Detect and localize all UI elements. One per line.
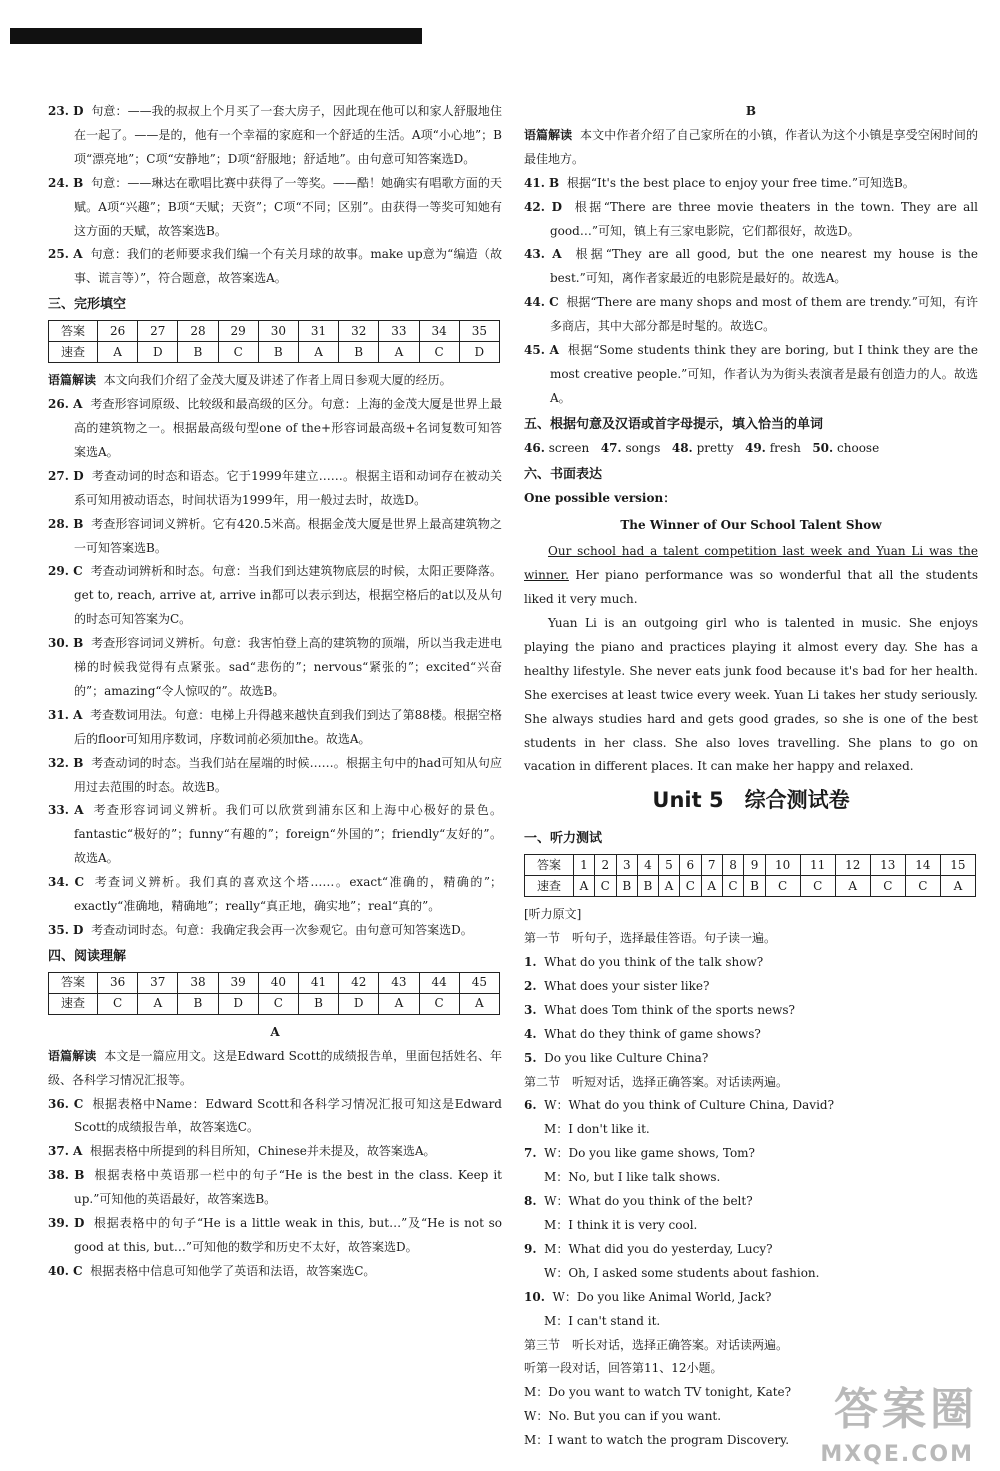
item-text: 根据表格中所提到的科目所知，Chinese并未提及，故答案选A。 — [90, 1144, 436, 1159]
table-cell: 38 — [178, 972, 218, 993]
table-cell: 27 — [138, 321, 178, 342]
answer-29 — [48, 560, 502, 632]
item-text: 考查动词的时态。当我们站在屋端的时候……。根据主句中的had可知从句应用过去范围的时态。故选B。 — [74, 755, 502, 794]
table-cell: 34 — [419, 321, 459, 342]
unit-title: Unit 5 综合测试卷 — [652, 788, 850, 813]
item-text: What does your sister like? — [544, 978, 710, 993]
table-cell: 11 — [800, 855, 835, 876]
table-cell: 7 — [701, 855, 722, 876]
table-cell: C — [870, 876, 905, 897]
item-text: 考查形容词词义辨析。句意：我害怕登上高的建筑物的顶端，所以当我走进电梯的时候我觉得有点紧张。sad“悲伤的”；nervous“紧张的”；excited“兴奋的”；amazing“令人惊叹的”。故选B。 — [74, 636, 502, 698]
table-cell: 12 — [835, 855, 870, 876]
item-text: pretty — [696, 440, 734, 455]
table-cell: C — [98, 993, 138, 1014]
listening-sentence-1 — [524, 951, 978, 975]
dialog-8-line-2: M：I think it is very cool. — [544, 1217, 698, 1232]
item-number: 27. D — [48, 468, 84, 483]
section-writing-heading: 六、书面表达 — [524, 466, 603, 482]
item-number: 49. — [744, 440, 766, 455]
left-column — [48, 100, 502, 1284]
answer-39 — [48, 1212, 502, 1260]
answer-43 — [524, 243, 978, 291]
answer-25 — [48, 243, 502, 291]
listening-answer-table — [524, 854, 976, 897]
item-number: 3. — [524, 1002, 537, 1017]
table-cell: A — [379, 993, 419, 1014]
answer-23 — [48, 100, 502, 172]
dialog-9-line-1 — [524, 1238, 978, 1262]
table-cell: 31 — [298, 321, 338, 342]
dialog-6-line-2: M：I don't like it. — [544, 1122, 650, 1137]
dialog-6-line-1 — [524, 1094, 978, 1118]
item-number: 28. B — [48, 516, 84, 531]
table-cell: C — [218, 342, 258, 363]
item-number: 7. — [524, 1146, 537, 1161]
item-text: Our school had a talent competition last week and Yuan Li was the winner. — [524, 544, 978, 583]
item-number: 6. — [524, 1098, 537, 1113]
item-number: 39. D — [48, 1216, 85, 1231]
item-number: 50. — [812, 440, 834, 455]
item-text: songs — [625, 440, 661, 455]
answer-35 — [48, 919, 502, 943]
table-cell: 3 — [616, 855, 637, 876]
item-text: 考查动词时态。句意：我确定我会再一次参观它。由句意可知答案选D。 — [91, 923, 473, 937]
item-text: W：What do you think of the belt? — [544, 1194, 753, 1209]
item-text: What does Tom think of the sports news? — [544, 1002, 795, 1017]
item-text: choose — [837, 440, 880, 455]
item-number: 38. B — [48, 1168, 85, 1183]
item-text: Do you like Culture China? — [544, 1050, 709, 1065]
answer-26 — [48, 393, 502, 465]
item-number: 30. B — [48, 636, 84, 651]
item-number: 5. — [524, 1050, 537, 1065]
listening-script-label: [听力原文] — [524, 907, 582, 922]
answer-38 — [48, 1164, 502, 1212]
answer-44 — [524, 291, 978, 339]
table-cell: 41 — [298, 972, 338, 993]
answer-37 — [48, 1140, 502, 1164]
answer-32 — [48, 752, 502, 800]
dialog-10-line-2: M：I can't stand it. — [544, 1313, 661, 1328]
table-cell: B — [616, 876, 637, 897]
item-text: 考查形容词词义辨析。我们可以欣赏到浦东区和上海中心极好的景色。fantastic“极好的”；funny“有趣的”；foreign“外国的”；friendly“友好的”。故选A。 — [74, 803, 502, 866]
item-text: 考查数词用法。句意：电梯上升得越来越快直到我们到达了第88楼。根据空格后的floor可知用序数词，序数词前必须加the。故选A。 — [74, 707, 502, 746]
listening-sentence-2 — [524, 975, 978, 999]
item-number: 44. C — [524, 295, 559, 310]
table-cell: 36 — [98, 972, 138, 993]
item-text: 本文是一篇应用文。这是Edward Scott的成绩报告单，里面包括姓名、年级、各科学习情况汇报等。 — [48, 1048, 502, 1087]
item-text: 本文中作者介绍了自己家所在的小镇，作者认为这个小镇是享受空闲时间的最佳地方。 — [524, 127, 978, 166]
answer-34 — [48, 871, 502, 919]
item-text: 考查动词辨析和时态。句意：当我们到达建筑物底层的时候，太阳正要降落。get to, reach, arrive at, arrive in都可以表示到达，根据空格后的at以及从句的时态可知答案为C。 — [74, 564, 502, 627]
item-text: Her piano performance was so wonderful that all the students liked it very much. — [524, 568, 978, 607]
passage-analysis-3 — [524, 124, 978, 172]
reading-part-a-label: A — [270, 1024, 280, 1039]
item-text: fresh — [769, 440, 801, 455]
table-cell: 10 — [765, 855, 800, 876]
item-text: 根据“There are three movie theaters in the town. They are all good…”可知，镇上有三家电影院，它们都很好，故选D。 — [550, 199, 978, 238]
conversation-line-2: W：No. But you can if you want. — [524, 1409, 722, 1424]
table-cell: 26 — [98, 321, 138, 342]
table-cell: 44 — [419, 972, 459, 993]
item-text: 根据表格中信息可知他学了英语和法语，故答案选C。 — [90, 1263, 376, 1278]
right-column — [524, 100, 978, 1453]
dialog-9-line-2: W：Oh, I asked some students about fashion. — [544, 1265, 820, 1280]
listening-part-3: 第三节 听长对话，选择正确答案。对话读两遍。 — [524, 1337, 789, 1352]
table-cell: 5 — [659, 855, 680, 876]
table-cell: A — [459, 993, 499, 1014]
item-text: M：What did you do yesterday, Lucy? — [544, 1241, 773, 1256]
table-cell: 28 — [178, 321, 218, 342]
section-listening-heading: 一、听力测试 — [524, 831, 603, 847]
item-text: 根据“It's the best place to enjoy your free time.”可知选B。 — [566, 175, 915, 190]
table-cell: 14 — [905, 855, 940, 876]
item-number: 37. A — [48, 1144, 83, 1159]
section-reading-heading: 四、阅读理解 — [48, 948, 127, 964]
table-cell: 40 — [258, 972, 298, 993]
item-number: 23. D — [48, 104, 84, 118]
table-cell: 29 — [218, 321, 258, 342]
table-cell: B — [178, 342, 218, 363]
item-text: 句意：我们的老师要求我们编一个有关月球的故事。make up意为“编造（故事、谎言等）”，符合题意，故答案选A。 — [74, 247, 502, 286]
answer-30 — [48, 632, 502, 704]
table-cell: 答案 — [49, 321, 98, 342]
table-cell: A — [659, 876, 680, 897]
table-cell: A — [298, 342, 338, 363]
item-text: W：Do you like game shows, Tom? — [544, 1146, 755, 1161]
item-number: 26. A — [48, 397, 83, 412]
item-number: 8. — [524, 1194, 537, 1209]
table-cell: 33 — [379, 321, 419, 342]
item-text: 考查形容词原级、比较级和最高级的区分。句意：上海的金茂大厦是世界上最高的建筑物之一。根据最高级句型one of the+形容词最高级+名词复数可知答案选A。 — [74, 397, 502, 459]
item-number: 34. C — [48, 875, 85, 890]
table-cell: 速查 — [49, 342, 98, 363]
item-text: 本文向我们介绍了金茂大厦及讲述了作者上周日参观大厦的经历。 — [103, 373, 452, 388]
section-fill-heading: 五、根据句意及汉语或首字母提示，填入恰当的单词 — [524, 416, 824, 432]
listening-part-3-instruction: 听第一段对话，回答第11、12小题。 — [524, 1361, 723, 1376]
watermark-url: MXQE.COM — [820, 1442, 974, 1467]
table-cell: 43 — [379, 972, 419, 993]
table-cell: B — [637, 876, 658, 897]
item-number: 43. A — [524, 247, 562, 262]
listening-part-2: 第二节 听短对话，选择正确答案。对话读两遍。 — [524, 1074, 789, 1089]
item-text: 句意：——我的叔叔上个月买了一套大房子，因此现在他可以和家人舒服地住在一起了。——是的，他有一个幸福的家庭和一个舒适的生活。A项“小心地”；B项“漂亮地”；C项“安静地”；D项“舒服地；舒适地”。由句意可知答案选D。 — [74, 104, 502, 166]
item-text: W：Do you like Animal World, Jack? — [552, 1289, 772, 1304]
item-text: What do they think of game shows? — [544, 1026, 761, 1041]
table-cell: B — [258, 342, 298, 363]
item-number: 36. C — [48, 1096, 84, 1111]
item-number: 42. D — [524, 199, 562, 214]
table-cell: C — [722, 876, 744, 897]
item-number: 45. A — [524, 343, 559, 358]
item-number: 46. — [524, 440, 545, 455]
dialog-7-line-2: M：No, but I like talk shows. — [544, 1170, 721, 1185]
table-cell: 15 — [940, 855, 975, 876]
answer-45 — [524, 339, 978, 411]
table-cell: 2 — [594, 855, 616, 876]
table-cell: 1 — [574, 855, 595, 876]
item-text: 根据表格中英语那一栏中的句子“He is the best in the class. Keep it up.”可知他的英语最好，故答案选B。 — [74, 1168, 502, 1207]
item-number: 29. C — [48, 564, 83, 579]
table-cell: 答案 — [525, 855, 574, 876]
table-cell: C — [419, 342, 459, 363]
answer-42 — [524, 196, 978, 244]
conversation-line-1: M：Do you want to watch TV tonight, Kate? — [524, 1385, 792, 1400]
dialog-8-line-1 — [524, 1190, 978, 1214]
item-text: 语篇解读 — [48, 1048, 97, 1063]
item-number: 40. C — [48, 1263, 83, 1278]
fill-answers — [524, 437, 978, 461]
item-number: 31. A — [48, 707, 83, 722]
table-cell: A — [138, 993, 178, 1014]
answer-27 — [48, 465, 502, 513]
table-cell: D — [339, 993, 379, 1014]
item-number: 48. — [671, 440, 693, 455]
table-cell: A — [701, 876, 722, 897]
item-text: 句意：——琳达在歌唱比赛中获得了一等奖。——酷！她确实有唱歌方面的天赋。A项“兴趣”；B项“天赋；天资”；C项“不同；区别”。由获得一等奖可知她有这方面的天赋，故答案选B。 — [74, 175, 502, 238]
table-cell: C — [800, 876, 835, 897]
listening-part-1: 第一节 听句子，选择最佳答语。句子读一遍。 — [524, 931, 777, 946]
reading-answer-table — [48, 972, 500, 1015]
essay-title: The Winner of Our School Talent Show — [620, 518, 882, 533]
answer-41 — [524, 172, 978, 196]
table-cell: B — [744, 876, 765, 897]
listening-sentence-3 — [524, 999, 978, 1023]
passage-analysis-2 — [48, 1045, 502, 1093]
item-number: 4. — [524, 1026, 537, 1041]
item-number: 9. — [524, 1241, 537, 1256]
section-cloze-heading: 三、完形填空 — [48, 297, 127, 313]
answer-31 — [48, 704, 502, 752]
table-cell: A — [379, 342, 419, 363]
table-cell: 30 — [258, 321, 298, 342]
item-number: 10. — [524, 1289, 545, 1304]
table-cell: D — [218, 993, 258, 1014]
table-cell: A — [835, 876, 870, 897]
item-text: 根据“They are all good, but the one nearest my house is the best.”可知，离作者家最近的电影院是最好的。故选A。 — [550, 247, 978, 286]
page-top-bar — [10, 28, 422, 44]
table-cell: B — [339, 342, 379, 363]
table-cell: C — [679, 876, 701, 897]
table-cell: C — [765, 876, 800, 897]
table-cell: C — [419, 993, 459, 1014]
item-number: 33. A — [48, 803, 84, 818]
item-number: 35. D — [48, 923, 84, 937]
answer-24 — [48, 172, 502, 244]
table-cell: C — [905, 876, 940, 897]
essay-paragraph-1 — [524, 540, 978, 612]
table-cell: B — [298, 993, 338, 1014]
item-text: 语篇解读 — [524, 127, 573, 142]
table-cell: 速查 — [525, 876, 574, 897]
reading-part-b-label: B — [745, 104, 757, 118]
conversation-line-3: M：I want to watch the program Discovery. — [524, 1433, 790, 1448]
table-cell: 13 — [870, 855, 905, 876]
table-cell: 8 — [722, 855, 744, 876]
item-number: 25. A — [48, 247, 83, 262]
item-text: 根据“Some students think they are boring, but I think they are the most creative people.”可知，作者认为为街头表演者是最有创造力的人。故选A。 — [550, 343, 978, 405]
answer-33 — [48, 799, 502, 871]
table-cell: 9 — [744, 855, 765, 876]
table-cell: B — [178, 993, 218, 1014]
table-cell: A — [940, 876, 975, 897]
table-cell: A — [98, 342, 138, 363]
item-number: 2. — [524, 978, 537, 993]
table-cell: A — [574, 876, 595, 897]
table-cell: 4 — [637, 855, 658, 876]
item-text: 根据表格中的句子“He is a little weak in this, but…”及“He is not so good at this, but…”可知他的数学和历史不太好，故答案选D。 — [74, 1216, 502, 1254]
item-number: 24. B — [48, 175, 84, 190]
table-cell: C — [594, 876, 616, 897]
table-cell: 6 — [679, 855, 701, 876]
essay-paragraph-2: Yuan Li is an outgoing girl who is talented in music. She enjoys playing the piano and practices playing it almost every day. She has a healthy lifestyle. She never eats junk food because it's bad for her health. She exercises at least twice every week. Yuan Li takes her study seriously. She always studies hard and gets good grades, so she is one of the best students in her class. She also loves travelling. She plans to go on vacation in different places. It can make her happy and relaxed. — [524, 616, 978, 774]
dialog-7-line-1 — [524, 1142, 978, 1166]
possible-version-label: One possible version： — [524, 490, 676, 505]
item-text: 考查形容词词义辨析。它有420.5米高。根据金茂大厦是世界上最高建筑物之一可知答案选B。 — [74, 516, 502, 555]
item-number: 41. B — [524, 175, 560, 190]
passage-analysis-1 — [48, 369, 502, 393]
table-cell: 速查 — [49, 993, 98, 1014]
watermark-logo: 答案圈 — [834, 1384, 978, 1435]
item-text: screen — [548, 440, 590, 455]
table-cell: 32 — [339, 321, 379, 342]
table-cell: C — [258, 993, 298, 1014]
answer-40 — [48, 1260, 502, 1284]
item-number: 47. — [600, 440, 622, 455]
item-number: 1. — [524, 955, 537, 969]
item-text: 考查词义辨析。我们真的喜欢这个塔……。exact“准确的，精确的”；exactly“准确地，精确地”；really“真正地，确实地”；real“真的”。 — [74, 875, 502, 914]
table-cell: 42 — [339, 972, 379, 993]
item-text: 根据表格中Name：Edward Scott和各科学习情况汇报可知这是Edward Scott的成绩报告单，故答案选C。 — [74, 1096, 502, 1135]
table-cell: 37 — [138, 972, 178, 993]
item-text: What do you think of the talk show? — [544, 955, 764, 969]
listening-sentence-5 — [524, 1047, 978, 1071]
table-cell: 45 — [459, 972, 499, 993]
table-cell: D — [138, 342, 178, 363]
table-cell: 35 — [459, 321, 499, 342]
item-text: W：What do you think of Culture China, David? — [544, 1098, 835, 1113]
item-number: 32. B — [48, 755, 84, 770]
table-cell: 答案 — [49, 972, 98, 993]
answer-28 — [48, 513, 502, 561]
item-text: 考查动词的时态和语态。它于1999年建立……。根据主语和动词存在被动关系可知用被动语态，时间状语为1999年，用一般过去时，故选D。 — [74, 468, 502, 507]
answer-36 — [48, 1093, 502, 1141]
table-cell: 39 — [218, 972, 258, 993]
table-cell: D — [459, 342, 499, 363]
listening-sentence-4 — [524, 1023, 978, 1047]
item-text: 根据“There are many shops and most of them are trendy.”可知，有许多商店，其中大部分都是时髦的。故选C。 — [550, 295, 978, 334]
item-text: 语篇解读 — [48, 373, 97, 388]
dialog-10-line-1 — [524, 1286, 978, 1310]
cloze-answer-table — [48, 320, 500, 363]
